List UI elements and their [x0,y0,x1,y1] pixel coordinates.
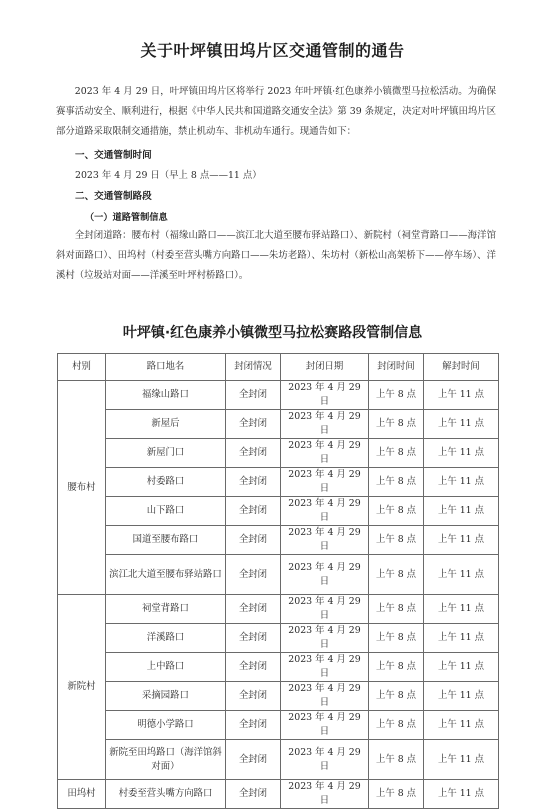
section-heading-roads: 二、交通管制路段 [75,191,152,202]
open-time-cell: 上午 11 点 [424,595,499,624]
table-row [58,410,499,439]
header-close-time: 封闭时间 [369,354,424,381]
closed-roads-paragraph: 全封闭道路：腰布村（福缘山路口——滨江北大道至腰布驿站路口）、新院村（祠堂背路口——海洋馆斜对面路口）、田坞村（村委至营头嘴方向路口——朱坊老路）、朱坊村（新松山高架桥下——停车场）、洋溪村（垃圾站对面——洋溪至叶坪村桥路口）。 [56,230,496,281]
date-cell: 2023 年 4 月 29 日 [281,682,369,711]
close-time-cell: 上午 8 点 [369,497,424,526]
open-time-cell: 上午 11 点 [424,780,499,809]
table-header-row [58,354,499,381]
status-cell: 全封闭 [226,682,281,711]
close-time-cell: 上午 8 点 [369,526,424,555]
status-cell: 全封闭 [226,653,281,682]
status-cell: 全封闭 [226,381,281,410]
status-cell: 全封闭 [226,740,281,780]
road-cell: 滨江北大道至腰布驿站路口 [106,555,226,595]
road-control-table [57,353,499,809]
close-time-cell: 上午 8 点 [369,468,424,497]
village-cell: 田坞村 [58,780,106,809]
open-time-cell: 上午 11 点 [424,711,499,740]
section-heading-time: 一、交通管制时间 [75,150,152,161]
open-time-cell: 上午 11 点 [424,740,499,780]
date-cell: 2023 年 4 月 29 日 [281,468,369,497]
close-time-cell: 上午 8 点 [369,653,424,682]
road-cell: 福缘山路口 [106,381,226,410]
table-row [58,468,499,497]
open-time-cell: 上午 11 点 [424,497,499,526]
date-cell: 2023 年 4 月 29 日 [281,497,369,526]
document-title: 关于叶坪镇田坞片区交通管制的通告 [140,41,405,60]
date-cell: 2023 年 4 月 29 日 [281,711,369,740]
date-cell: 2023 年 4 月 29 日 [281,410,369,439]
header-date: 封闭日期 [281,354,369,381]
open-time-cell: 上午 11 点 [424,526,499,555]
header-open-time: 解封时间 [424,354,499,381]
header-status: 封闭情况 [226,354,281,381]
control-time-text: 2023 年 4 月 29 日（早上 8 点——11 点） [75,170,262,181]
status-cell: 全封闭 [226,526,281,555]
road-cell: 村委路口 [106,468,226,497]
close-time-cell: 上午 8 点 [369,439,424,468]
date-cell: 2023 年 4 月 29 日 [281,595,369,624]
status-cell: 全封闭 [226,624,281,653]
table-row [58,526,499,555]
status-cell: 全封闭 [226,439,281,468]
road-cell: 国道至腰布路口 [106,526,226,555]
road-cell: 新屋门口 [106,439,226,468]
status-cell: 全封闭 [226,595,281,624]
road-cell: 山下路口 [106,497,226,526]
status-cell: 全封闭 [226,410,281,439]
close-time-cell: 上午 8 点 [369,711,424,740]
table-row [58,682,499,711]
close-time-cell: 上午 8 点 [369,682,424,711]
date-cell: 2023 年 4 月 29 日 [281,526,369,555]
road-cell: 上中路口 [106,653,226,682]
table-row [58,740,499,780]
close-time-cell: 上午 8 点 [369,740,424,780]
status-cell: 全封闭 [226,555,281,595]
close-time-cell: 上午 8 点 [369,595,424,624]
village-cell: 新院村 [58,595,106,780]
road-cell: 明德小学路口 [106,711,226,740]
open-time-cell: 上午 11 点 [424,468,499,497]
status-cell: 全封闭 [226,497,281,526]
open-time-cell: 上午 11 点 [424,410,499,439]
open-time-cell: 上午 11 点 [424,653,499,682]
subheading-road-info: （一）道路管制信息 [85,212,168,223]
open-time-cell: 上午 11 点 [424,381,499,410]
close-time-cell: 上午 8 点 [369,381,424,410]
open-time-cell: 上午 11 点 [424,439,499,468]
date-cell: 2023 年 4 月 29 日 [281,381,369,410]
date-cell: 2023 年 4 月 29 日 [281,740,369,780]
close-time-cell: 上午 8 点 [369,410,424,439]
close-time-cell: 上午 8 点 [369,780,424,809]
open-time-cell: 上午 11 点 [424,555,499,595]
date-cell: 2023 年 4 月 29 日 [281,780,369,809]
table-title: 叶坪镇·红色康养小镇微型马拉松赛路段管制信息 [122,325,423,341]
close-time-cell: 上午 8 点 [369,624,424,653]
open-time-cell: 上午 11 点 [424,624,499,653]
table-row [58,780,499,809]
road-cell: 祠堂背路口 [106,595,226,624]
date-cell: 2023 年 4 月 29 日 [281,624,369,653]
open-time-cell: 上午 11 点 [424,682,499,711]
table-row [58,555,499,595]
date-cell: 2023 年 4 月 29 日 [281,653,369,682]
village-cell: 腰布村 [58,381,106,595]
road-cell: 采摘园路口 [106,682,226,711]
table-row [58,624,499,653]
date-cell: 2023 年 4 月 29 日 [281,555,369,595]
status-cell: 全封闭 [226,780,281,809]
table-row [58,653,499,682]
table-row [58,497,499,526]
date-cell: 2023 年 4 月 29 日 [281,439,369,468]
road-cell: 洋溪路口 [106,624,226,653]
road-cell: 新院至田坞路口（海洋馆斜对面） [106,740,226,780]
status-cell: 全封闭 [226,711,281,740]
table-row [58,439,499,468]
table-row [58,381,499,410]
table-row [58,595,499,624]
header-village: 村别 [58,354,106,381]
road-cell: 村委至营头嘴方向路口 [106,780,226,809]
header-road: 路口地名 [106,354,226,381]
intro-paragraph: 2023 年 4 月 29 日，叶坪镇田坞片区将举行 2023 年叶坪镇·红色康养小镇微型马拉松活动。为确保赛事活动安全、顺利进行，根据《中华人民共和国道路交通安全法》第 39 条规定，决定对叶坪镇田坞片区部分道路采取限制交通措施，禁止机动车、非机动车通行。现通告如下： [56,86,496,137]
status-cell: 全封闭 [226,468,281,497]
road-cell: 新屋后 [106,410,226,439]
close-time-cell: 上午 8 点 [369,555,424,595]
table-row [58,711,499,740]
